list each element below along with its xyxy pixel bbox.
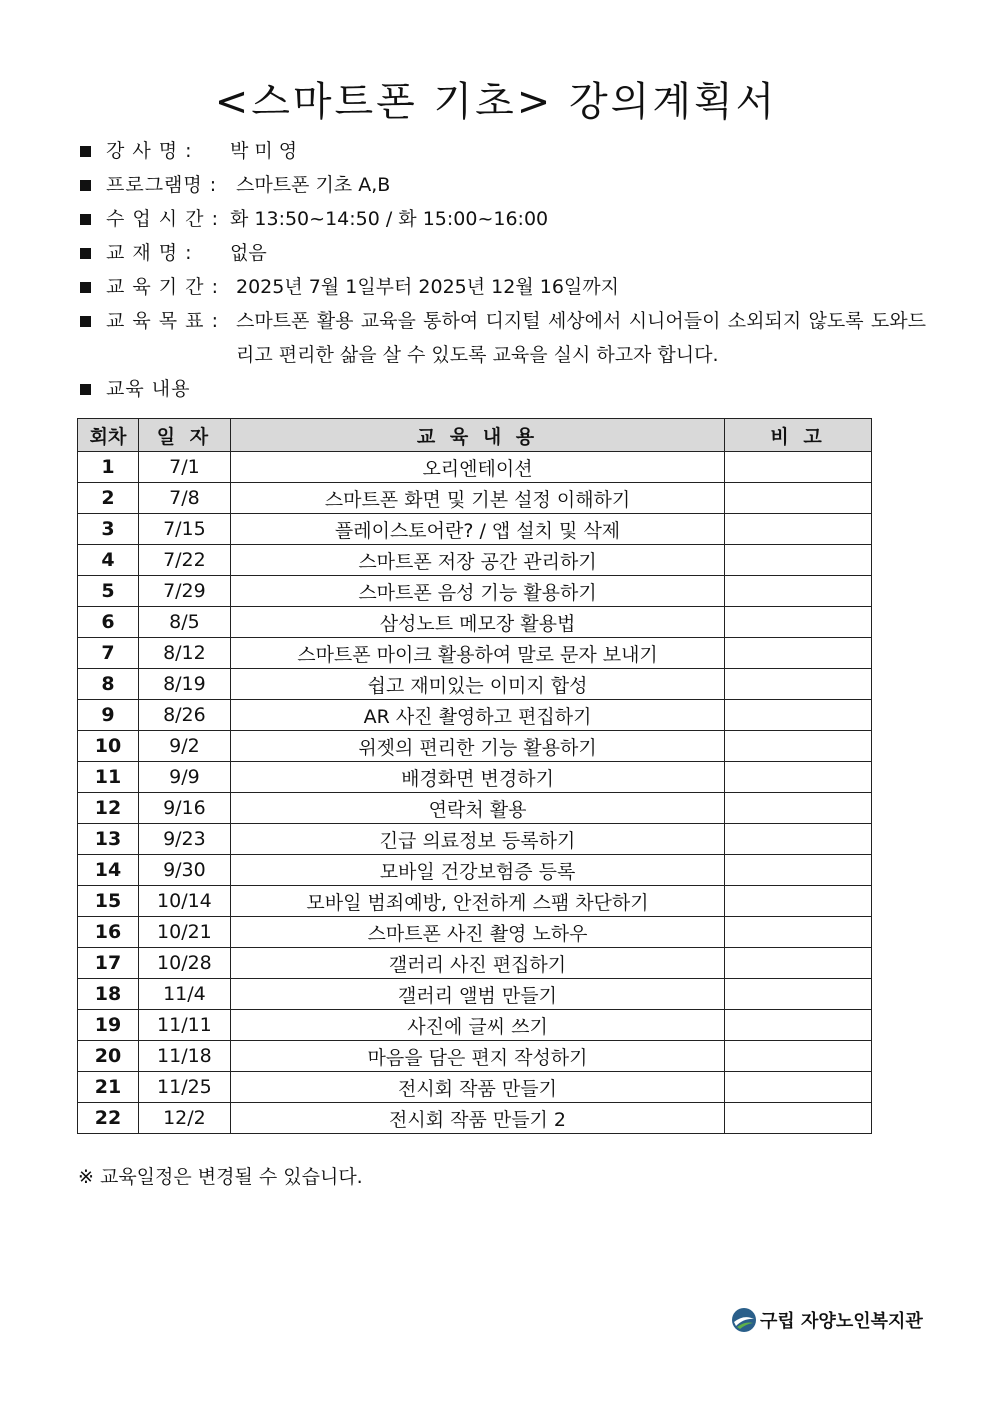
session-remarks xyxy=(725,452,872,483)
session-content: 긴급 의료정보 등록하기 xyxy=(230,824,724,855)
info-label: 프로그램명 : xyxy=(106,174,218,196)
session-date: 8/19 xyxy=(138,669,230,700)
bullet-icon xyxy=(80,146,91,157)
session-number: 21 xyxy=(78,1072,139,1103)
session-remarks xyxy=(725,1103,872,1134)
bullet-icon xyxy=(80,282,91,293)
session-remarks xyxy=(725,1010,872,1041)
session-number: 11 xyxy=(78,762,139,793)
table-row xyxy=(78,1103,872,1134)
session-number: 8 xyxy=(78,669,139,700)
session-remarks xyxy=(725,948,872,979)
session-number: 18 xyxy=(78,979,139,1010)
session-date: 7/8 xyxy=(138,483,230,514)
session-remarks xyxy=(725,793,872,824)
session-remarks xyxy=(725,917,872,948)
session-content: 삼성노트 메모장 활용법 xyxy=(230,607,724,638)
header-session: 회차 xyxy=(78,419,139,452)
content-heading: 교육 내용 xyxy=(106,378,191,400)
session-remarks xyxy=(725,483,872,514)
table-row xyxy=(78,948,872,979)
schedule-note: ※ 교육일정은 변경될 수 있습니다. xyxy=(78,1166,363,1188)
table-row xyxy=(78,452,872,483)
table-row xyxy=(78,607,872,638)
session-remarks xyxy=(725,979,872,1010)
org-logo-icon xyxy=(731,1307,757,1333)
header-date: 일 자 xyxy=(138,419,230,452)
bullet-icon xyxy=(80,316,91,327)
table-row xyxy=(78,1010,872,1041)
session-content: 연락처 활용 xyxy=(230,793,724,824)
session-date: 10/28 xyxy=(138,948,230,979)
table-row xyxy=(78,1041,872,1072)
session-number: 15 xyxy=(78,886,139,917)
session-number: 20 xyxy=(78,1041,139,1072)
session-content: 전시회 작품 만들기 xyxy=(230,1072,724,1103)
session-content: 마음을 담은 편지 작성하기 xyxy=(230,1041,724,1072)
table-row xyxy=(78,855,872,886)
schedule-body xyxy=(78,452,872,1134)
session-remarks xyxy=(725,607,872,638)
session-number: 9 xyxy=(78,700,139,731)
session-date: 8/5 xyxy=(138,607,230,638)
session-date: 8/12 xyxy=(138,638,230,669)
info-label: 교 육 기 간 : xyxy=(106,276,219,298)
session-remarks xyxy=(725,514,872,545)
session-number: 7 xyxy=(78,638,139,669)
session-remarks xyxy=(725,545,872,576)
session-content: 모바일 범죄예방, 안전하게 스팸 차단하기 xyxy=(230,886,724,917)
session-number: 4 xyxy=(78,545,139,576)
session-date: 7/1 xyxy=(138,452,230,483)
session-remarks xyxy=(725,886,872,917)
session-remarks xyxy=(725,762,872,793)
session-content: 스마트폰 화면 및 기본 설정 이해하기 xyxy=(230,483,724,514)
session-date: 11/4 xyxy=(138,979,230,1010)
info-row-textbook xyxy=(80,236,940,270)
header-remarks: 비 고 xyxy=(725,419,872,452)
info-label: 교 재 명 : xyxy=(106,242,193,264)
table-row xyxy=(78,545,872,576)
table-row xyxy=(78,731,872,762)
session-number: 17 xyxy=(78,948,139,979)
table-row xyxy=(78,576,872,607)
session-date: 9/23 xyxy=(138,824,230,855)
session-remarks xyxy=(725,731,872,762)
table-row xyxy=(78,917,872,948)
session-date: 8/26 xyxy=(138,700,230,731)
session-number: 16 xyxy=(78,917,139,948)
info-row-goal xyxy=(80,304,940,372)
session-content: 위젯의 편리한 기능 활용하기 xyxy=(230,731,724,762)
table-row xyxy=(78,886,872,917)
table-row xyxy=(78,793,872,824)
session-remarks xyxy=(725,700,872,731)
bullet-icon xyxy=(80,214,91,225)
session-date: 10/21 xyxy=(138,917,230,948)
table-row xyxy=(78,483,872,514)
session-remarks xyxy=(725,576,872,607)
header-content: 교 육 내 용 xyxy=(230,419,724,452)
session-remarks xyxy=(725,1072,872,1103)
session-content: 모바일 건강보험증 등록 xyxy=(230,855,724,886)
session-content: 플레이스토어란? / 앱 설치 및 삭제 xyxy=(230,514,724,545)
session-number: 22 xyxy=(78,1103,139,1134)
session-content: 사진에 글씨 쓰기 xyxy=(230,1010,724,1041)
page-title: <스마트폰 기초> 강의계획서 xyxy=(214,79,778,125)
session-date: 11/11 xyxy=(138,1010,230,1041)
session-date: 9/16 xyxy=(138,793,230,824)
info-label: 수 업 시 간 : xyxy=(106,208,219,230)
session-content: 갤러리 앨범 만들기 xyxy=(230,979,724,1010)
session-date: 11/25 xyxy=(138,1072,230,1103)
session-content: 오리엔테이션 xyxy=(230,452,724,483)
info-value: 박 미 영 xyxy=(230,140,298,162)
info-value: 화 13:50~14:50 / 화 15:00~16:00 xyxy=(230,208,549,230)
schedule-table xyxy=(77,418,872,1134)
session-number: 14 xyxy=(78,855,139,886)
session-content: 전시회 작품 만들기 2 xyxy=(230,1103,724,1134)
goal-text: 스마트폰 활용 교육을 통하여 디지털 세상에서 시니어들이 소외되지 않도록 도와드리고 편리한 삶을 살 수 있도록 교육을 실시 하고자 합니다. xyxy=(236,310,926,366)
session-date: 7/15 xyxy=(138,514,230,545)
session-remarks xyxy=(725,824,872,855)
session-date: 9/9 xyxy=(138,762,230,793)
session-number: 19 xyxy=(78,1010,139,1041)
table-row xyxy=(78,979,872,1010)
bullet-icon xyxy=(80,384,91,395)
session-date: 9/2 xyxy=(138,731,230,762)
info-row-class-time xyxy=(80,202,940,236)
session-remarks xyxy=(725,1041,872,1072)
table-row xyxy=(78,700,872,731)
info-row-content-heading xyxy=(80,372,940,406)
session-number: 12 xyxy=(78,793,139,824)
session-date: 12/2 xyxy=(138,1103,230,1134)
session-date: 7/22 xyxy=(138,545,230,576)
org-name: 구립 자양노인복지관 xyxy=(760,1311,923,1332)
info-label: 교 육 목 표 : xyxy=(106,310,219,332)
info-value: 스마트폰 기초 A,B xyxy=(236,174,391,196)
session-content: 배경화면 변경하기 xyxy=(230,762,724,793)
session-number: 3 xyxy=(78,514,139,545)
session-date: 11/18 xyxy=(138,1041,230,1072)
session-date: 7/29 xyxy=(138,576,230,607)
table-row xyxy=(78,514,872,545)
info-row-period xyxy=(80,270,940,304)
info-section xyxy=(80,134,940,406)
session-content: 스마트폰 저장 공간 관리하기 xyxy=(230,545,724,576)
session-remarks xyxy=(725,855,872,886)
session-number: 5 xyxy=(78,576,139,607)
session-content: 스마트폰 사진 촬영 노하우 xyxy=(230,917,724,948)
session-content: 스마트폰 음성 기능 활용하기 xyxy=(230,576,724,607)
info-label: 강 사 명 : xyxy=(106,140,193,162)
table-row xyxy=(78,762,872,793)
session-content: 갤러리 사진 편집하기 xyxy=(230,948,724,979)
table-row xyxy=(78,1072,872,1103)
session-content: AR 사진 촬영하고 편집하기 xyxy=(230,700,724,731)
table-row xyxy=(78,669,872,700)
session-content: 쉽고 재미있는 이미지 합성 xyxy=(230,669,724,700)
table-row xyxy=(78,824,872,855)
bullet-icon xyxy=(80,180,91,191)
session-number: 13 xyxy=(78,824,139,855)
info-value: 없음 xyxy=(230,242,267,264)
info-value: 2025년 7월 1일부터 2025년 12월 16일까지 xyxy=(236,276,619,298)
session-number: 6 xyxy=(78,607,139,638)
info-row-instructor xyxy=(80,134,940,168)
table-row xyxy=(78,638,872,669)
info-row-program xyxy=(80,168,940,202)
session-remarks xyxy=(725,638,872,669)
org-logo xyxy=(731,1304,923,1336)
session-remarks xyxy=(725,669,872,700)
bullet-icon xyxy=(80,248,91,259)
table-header-row xyxy=(78,419,872,452)
session-number: 2 xyxy=(78,483,139,514)
session-number: 10 xyxy=(78,731,139,762)
session-content: 스마트폰 마이크 활용하여 말로 문자 보내기 xyxy=(230,638,724,669)
session-number: 1 xyxy=(78,452,139,483)
session-date: 9/30 xyxy=(138,855,230,886)
session-date: 10/14 xyxy=(138,886,230,917)
